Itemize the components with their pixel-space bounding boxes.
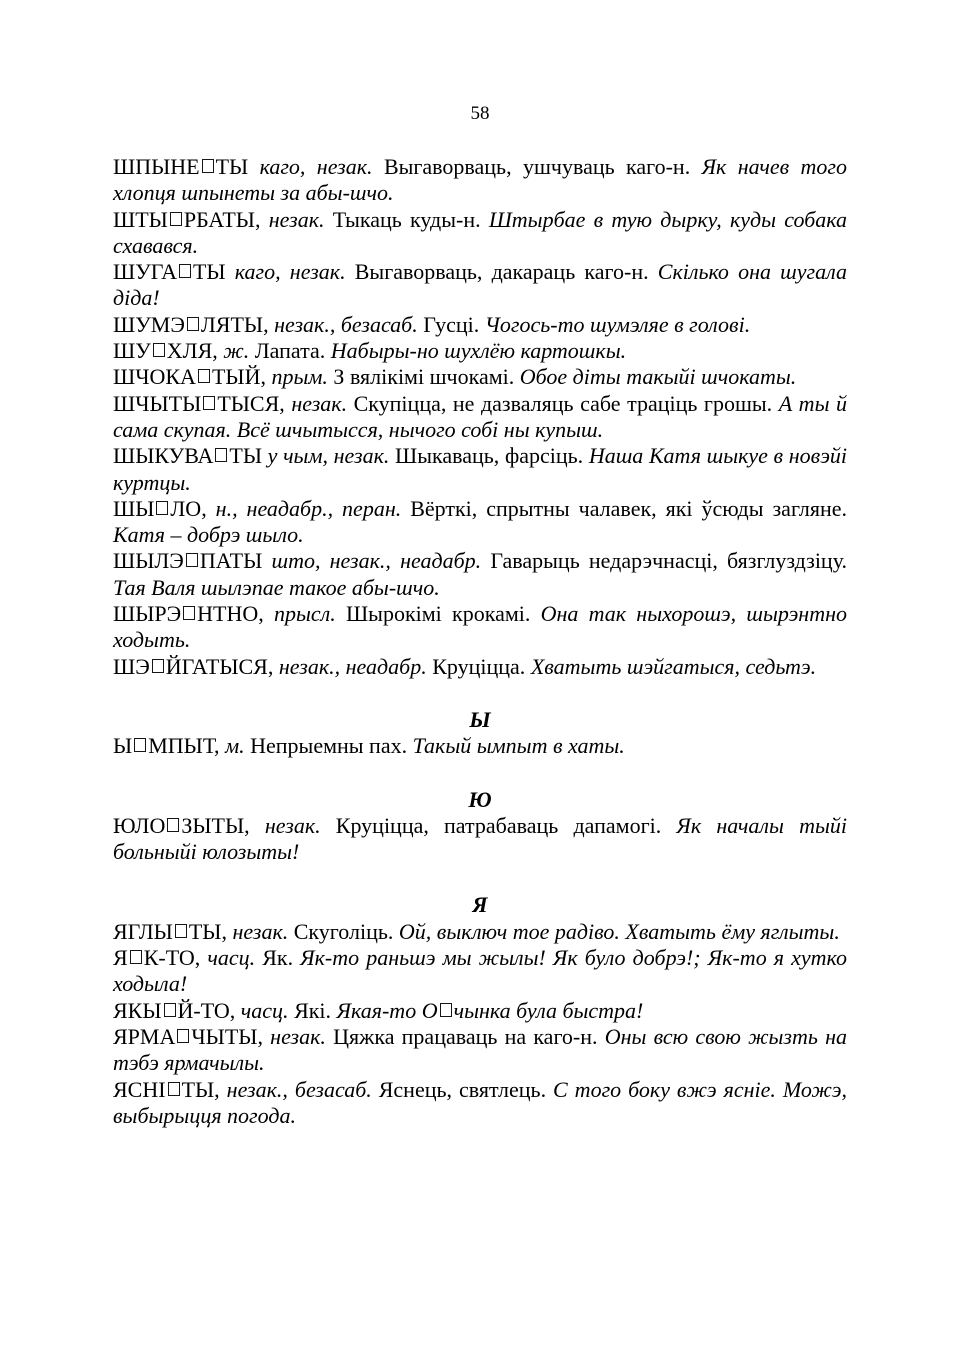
section-heading-Ю: Ю (468, 786, 492, 812)
missing-glyph-box (156, 501, 168, 515)
headword: ХЛЯ, (166, 338, 224, 364)
definition-text: Тыкаць куды-н. (332, 206, 489, 232)
dictionary-entry (113, 733, 847, 759)
italic-text: А ты й сама скупая. Всё шчытысся, нычого собі ны купыш. (113, 390, 847, 442)
italic-text: С того боку вжэ ясніе. Можэ, выбырыцця погода. (113, 1076, 847, 1128)
italic-text: Тая Валя шылэпае такое абы-шчо. (113, 574, 440, 600)
section-heading-Ы: Ы (469, 706, 491, 732)
italic-text: Як-то раньшэ мы жылы! Як було добрэ!; Як-то я хутко ходыла! (113, 945, 847, 997)
italic-text: Она так ныхорошэ, шырэнтно ходыть. (113, 601, 847, 653)
headword: МПЫТ, (148, 733, 226, 759)
definition-text: Лапата. (254, 338, 331, 364)
headword: ШЫ (113, 495, 155, 521)
headword: Ы (113, 733, 133, 759)
headword: ШЫКУВА (113, 443, 214, 469)
dictionary-entry (113, 1024, 847, 1077)
definition-text: Яснець, святлець. (378, 1076, 554, 1102)
headword: ШУМЭ (113, 311, 185, 337)
italic-text: Катя – добрэ шыло. (113, 522, 304, 548)
headword: ПАТЫ (199, 548, 272, 574)
definition-text: Вёрткі, спрытны чалавек, які ўсюды загляне. (410, 495, 847, 521)
missing-glyph-box (175, 924, 187, 938)
italic-text: часц. (240, 997, 295, 1023)
headword: ЙГАТЫСЯ, (165, 653, 279, 679)
definition-text: Круціцца. (432, 653, 531, 679)
headword: ШЭ (113, 653, 150, 679)
italic-text: ж. (223, 338, 255, 364)
headword: ЯСНІ (113, 1076, 166, 1102)
headword: ТЫ (229, 443, 268, 469)
italic-text: прысл. (273, 601, 346, 627)
dictionary-entry (113, 154, 847, 207)
definition-text: Выгаворваць, дакараць каго-н. (354, 259, 658, 285)
headword: К-ТО, (143, 945, 208, 971)
missing-glyph-box (187, 317, 199, 331)
italic-text: Оны всю свою жызть на тэбэ ярмачылы. (113, 1023, 848, 1076)
section-heading-Я: Я (472, 892, 488, 918)
dictionary-entry (113, 364, 847, 390)
headword: Й-ТО, (177, 997, 241, 1023)
headword: ШТЫ (113, 206, 168, 232)
definition-text: Круціцца, патрабаваць дапамогі. (335, 812, 677, 838)
italic-text: Скілько она шугала діда! (113, 259, 848, 311)
italic-text: незак., неадабр. (278, 653, 433, 679)
italic-text: н., неадабр., перан. (215, 495, 411, 521)
definition-text: Цяжка працаваць на каго-н. (333, 1023, 605, 1049)
headword: ТЫ, (181, 1076, 227, 1102)
italic-text: прым. (271, 364, 334, 390)
missing-glyph-box (164, 1003, 176, 1017)
definition-text: Скупіцца, не дазваляць сабе траціць грошы. (353, 390, 779, 416)
headword: ШУ (113, 338, 151, 364)
headword: РБАТЫ, (183, 206, 269, 232)
missing-glyph-box (130, 950, 142, 964)
definition-text: Які. (294, 997, 337, 1023)
missing-glyph-box (440, 1003, 452, 1017)
missing-glyph-box (170, 212, 182, 226)
italic-text: незак. (291, 390, 354, 416)
italic-text: незак. (232, 918, 294, 944)
definition-text: З вялікімі шчокамі. (333, 364, 520, 390)
headword: ШЧЫТЫ (113, 390, 202, 416)
italic-text: Такый ымпыт в хаты. (412, 733, 625, 759)
missing-glyph-box (168, 1082, 180, 1096)
italic-text: чынка була быстра! (453, 997, 644, 1023)
headword: ТЫ (192, 259, 235, 285)
headword: НТНО, (197, 601, 274, 627)
missing-glyph-box (153, 343, 165, 357)
italic-text: што, незак., неадабр. (271, 548, 491, 574)
dictionary-entry (113, 338, 847, 364)
missing-glyph-box (202, 159, 214, 173)
headword: ЛО, (170, 495, 216, 521)
missing-glyph-box (203, 396, 215, 410)
dictionary-entry (113, 813, 847, 866)
headword: ЧЫТЫ, (191, 1023, 271, 1049)
italic-text: незак., безасаб. (226, 1076, 379, 1102)
definition-text: Скуголіць. (293, 918, 399, 944)
italic-text: Наша Катя шыкуе в новэйі куртцы. (113, 443, 848, 495)
italic-text: каго, незак. (234, 259, 355, 285)
dictionary-entry (113, 259, 847, 312)
italic-text: Чогось-то шумэляе в голові. (484, 311, 751, 337)
headword: ТЫСЯ, (217, 390, 292, 416)
headword: ЮЛО (113, 812, 166, 838)
missing-glyph-box (179, 264, 191, 278)
definition-text: Непрыемны пах. (250, 733, 413, 759)
definition-text: Шыкаваць, фарсіць. (395, 443, 589, 469)
headword: Я (113, 945, 128, 971)
definition-text: Як. (262, 945, 301, 971)
italic-text: Штырбае в тую дырку, куды собака схавався. (113, 206, 848, 258)
headword: ШПЫНЕ (113, 154, 200, 179)
missing-glyph-box (198, 369, 210, 383)
missing-glyph-box (215, 448, 227, 462)
definition-text: Гаварыць недарэчнасці, бязглуздзіцу. (490, 548, 847, 574)
dictionary-entry (113, 548, 847, 601)
italic-text: незак., безасаб. (274, 311, 424, 337)
italic-text: Обое діты такыйі шчокаты. (519, 364, 797, 390)
italic-text: Як началы тыйі больныйі юлозыты! (113, 812, 847, 865)
headword: ТЫЙ, (211, 364, 272, 390)
italic-text: Якая-то О (336, 997, 438, 1023)
missing-glyph-box (177, 1029, 189, 1043)
definition-text: Выгаворваць, ушчуваць каго-н. (383, 154, 702, 179)
italic-text: Як начев того хлопця шпынеты за абы-шчо. (113, 154, 847, 206)
dictionary-entry (113, 391, 847, 444)
missing-glyph-box (183, 606, 195, 620)
italic-text: Хватыть шэйгатыся, седьтэ. (530, 653, 817, 679)
headword: ЗЫТЫ, (181, 812, 265, 838)
dictionary-entry (113, 207, 847, 260)
headword: ЛЯТЫ, (200, 311, 275, 337)
headword: ЯГЛЫ (113, 918, 173, 944)
italic-text: каго, незак. (259, 154, 384, 179)
headword: ШУГА (113, 259, 177, 285)
dictionary-content (113, 102, 847, 1129)
definition-text: Гусці. (423, 311, 485, 337)
page-number: 58 (470, 103, 490, 124)
italic-text: незак. (264, 812, 336, 838)
headword: ТЫ (215, 154, 260, 179)
headword: ШЫРЭ (113, 601, 182, 627)
definition-text: Шырокімі крокамі. (345, 601, 541, 627)
italic-text: у чым, незак. (267, 443, 396, 469)
dictionary-entry (113, 601, 847, 654)
headword: ТЫ, (188, 918, 233, 944)
headword: ЯРМА (113, 1023, 176, 1049)
missing-glyph-box (167, 818, 179, 832)
dictionary-entry (113, 1077, 847, 1130)
dictionary-entry (113, 654, 847, 680)
italic-text: часц. (207, 945, 263, 971)
dictionary-entry (113, 919, 847, 945)
dictionary-entry (113, 496, 847, 549)
dictionary-entry (113, 998, 847, 1024)
missing-glyph-box (152, 659, 164, 673)
italic-text: Ой, выключ тое радіво. Хватыть ёму яглыты. (398, 918, 840, 944)
headword: ШЧОКА (113, 364, 196, 390)
italic-text: незак. (270, 1023, 334, 1049)
missing-glyph-box (186, 553, 198, 567)
missing-glyph-box (134, 738, 146, 752)
dictionary-entry (113, 443, 847, 496)
italic-text: м. (225, 733, 251, 759)
headword: ШЫЛЭ (113, 548, 184, 574)
headword: ЯКЫ (113, 997, 162, 1023)
dictionary-entry (113, 312, 847, 338)
dictionary-entry (113, 945, 847, 998)
italic-text: Набыры-но шухлёю картошкы. (330, 338, 627, 364)
italic-text: незак. (268, 206, 333, 232)
